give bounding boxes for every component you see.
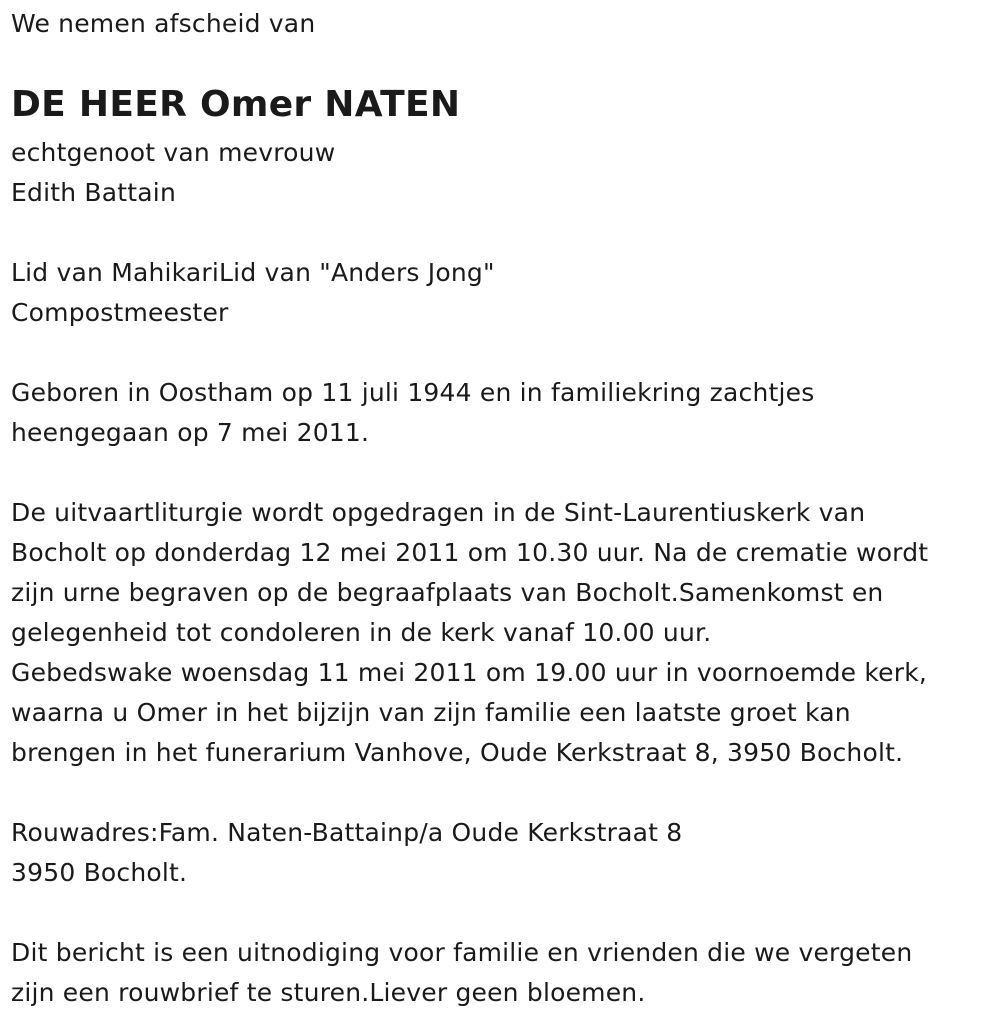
spouse-name: Edith Battain: [11, 178, 176, 207]
spouse-relation: echtgenoot van mevrouw: [11, 138, 336, 167]
birth-death-line: Geboren in Oostham op 11 juli 1944 en in familiekring zachtjes: [11, 378, 815, 407]
address-line: Rouwadres:Fam. Naten-Battainp/a Oude Kerkstraat 8: [11, 818, 683, 847]
deceased-name: DE HEER Omer NATEN: [11, 84, 461, 125]
funeral-line: zijn urne begraven op de begraafplaats van Bocholt.Samenkomst en: [11, 578, 884, 607]
closing-line: zijn een rouwbrief te sturen.Liever geen bloemen.: [11, 978, 646, 1007]
closing-section: [11, 933, 912, 1013]
wake-line: waarna u Omer in het bijzijn van zijn familie een laatste groet kan: [11, 698, 851, 727]
wake-line: Gebedswake woensdag 11 mei 2011 om 19.00 uur in voornoemde kerk,: [11, 658, 928, 687]
birth-death-line: heengegaan op 7 mei 2011.: [11, 418, 370, 447]
funeral-line: Bocholt op donderdag 12 mei 2011 om 10.30 uur. Na de crematie wordt: [11, 538, 929, 567]
birth-death-section: [11, 373, 814, 453]
mourning-address-section: [11, 813, 682, 893]
closing-line: Dit bericht is een uitnodiging voor familie en vrienden die we vergeten: [11, 938, 913, 967]
role-line: Compostmeester: [11, 298, 229, 327]
membership-line: Lid van MahikariLid van "Anders Jong": [11, 258, 495, 287]
spouse-section: [11, 133, 335, 213]
funeral-section: [11, 493, 928, 773]
address-line: 3950 Bocholt.: [11, 858, 188, 887]
wake-line: brengen in het funerarium Vanhove, Oude Kerkstraat 8, 3950 Bocholt.: [11, 738, 904, 767]
funeral-line: gelegenheid tot condoleren in de kerk vanaf 10.00 uur.: [11, 618, 712, 647]
funeral-line: De uitvaartliturgie wordt opgedragen in de Sint-Laurentiuskerk van: [11, 498, 866, 527]
membership-section: [11, 253, 495, 333]
intro-text: We nemen afscheid van: [11, 9, 316, 38]
